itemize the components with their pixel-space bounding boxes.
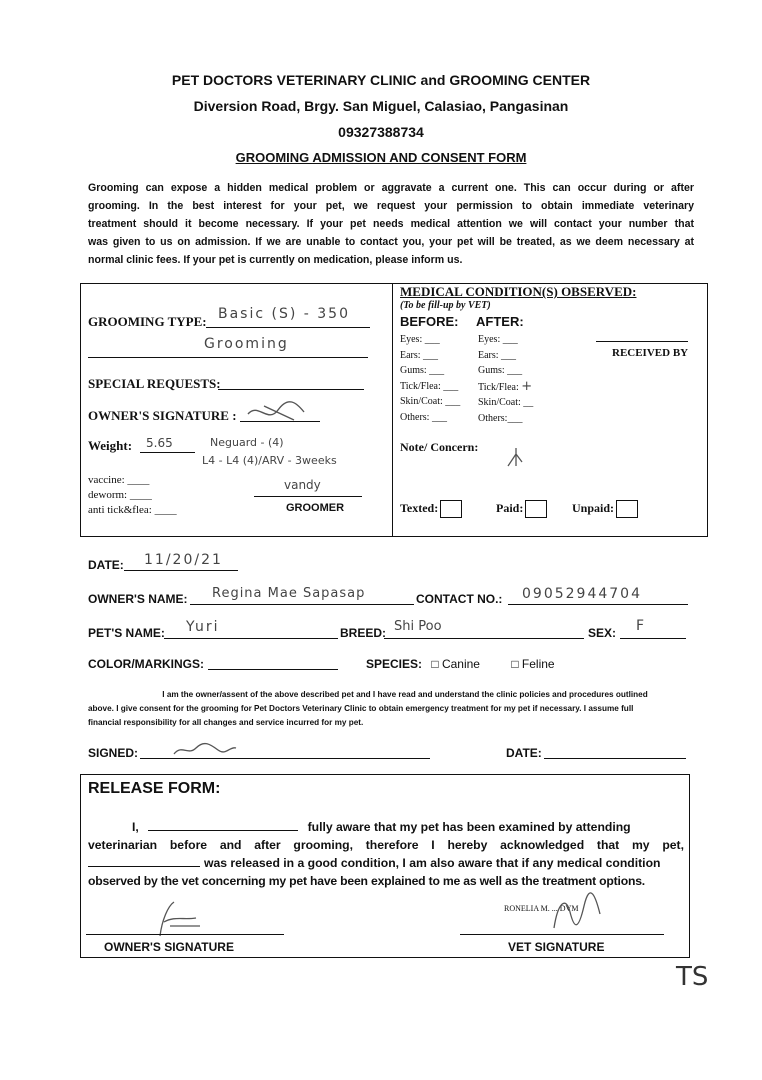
after-item-others: Others:___ bbox=[478, 412, 523, 424]
after-tick-mark: + bbox=[521, 378, 533, 394]
before-item-others: Others: ___ bbox=[400, 411, 447, 423]
medical-title: MEDICAL CONDITION(S) OBSERVED: bbox=[400, 284, 637, 299]
species-field bbox=[366, 657, 555, 671]
species-feline-label: Feline bbox=[521, 657, 555, 671]
before-item-skin: Skin/Coat: ___ bbox=[400, 396, 461, 407]
before-item-tick: Tick/Flea: ___ bbox=[400, 380, 459, 392]
pet-name-label: PET'S NAME: bbox=[88, 626, 165, 640]
owner-name-line bbox=[190, 604, 414, 605]
deworm-label-text: deworm: bbox=[88, 489, 128, 501]
form-title: GROOMING ADMISSION AND CONSENT FORM bbox=[235, 150, 527, 165]
contact-line bbox=[508, 604, 688, 605]
release-line3-text: was released in a good condition, I am also aware that if any medical condition bbox=[204, 856, 661, 870]
release-line1b: fully aware that my pet has been examined by attending bbox=[307, 820, 631, 834]
before-item-eyes: Eyes: ___ bbox=[400, 334, 440, 345]
release-paragraph bbox=[88, 818, 684, 890]
intro-paragraph bbox=[88, 179, 694, 269]
unpaid-checkbox[interactable] bbox=[616, 500, 638, 518]
after-item-eyes: Eyes: ___ bbox=[478, 334, 518, 345]
color-label: COLOR/MARKINGS: bbox=[88, 657, 204, 671]
corner-initials: TS bbox=[676, 962, 709, 992]
groomer-name: vandy bbox=[284, 478, 321, 492]
groomer-label: GROOMER bbox=[286, 502, 345, 514]
intro-line: normal clinic fees. If your pet is currently on medication, please inform us. bbox=[88, 254, 463, 266]
pet-name-line bbox=[164, 638, 338, 639]
owner-signature-scribble bbox=[244, 398, 314, 426]
consent-paragraph bbox=[88, 688, 694, 730]
medical-subtitle: (To be fill-up by VET) bbox=[400, 300, 491, 311]
special-requests-line bbox=[218, 389, 364, 390]
received-by-line bbox=[596, 341, 688, 342]
clinic-name: PET DOCTORS VETERINARY CLINIC and GROOMING CENTER bbox=[171, 72, 591, 88]
release-title: RELEASE FORM: bbox=[88, 780, 221, 797]
vaccine-label-text: vaccine: bbox=[88, 474, 125, 486]
weight-value: 5.65 bbox=[146, 436, 173, 450]
paid-label: Paid: bbox=[496, 500, 524, 515]
pet-name-value: Yuri bbox=[186, 619, 220, 635]
intro-line: was given to us on admission. If we are unable to contact you, your pet will be treated, as we deem necessary at bbox=[88, 236, 694, 248]
species-canine-label: Canine bbox=[441, 657, 480, 671]
antitick-label-text: anti tick&flea: bbox=[88, 504, 152, 516]
weight-label: Weight: bbox=[88, 438, 133, 453]
signed-scribble bbox=[170, 738, 240, 760]
weight-line bbox=[140, 452, 195, 453]
contact-value: 09052944704 bbox=[522, 586, 642, 602]
after-items bbox=[478, 332, 533, 426]
grooming-type-line-2 bbox=[88, 357, 368, 358]
intro-line: treatment should it become necessary. If your pet needs medical attention we will contact your number that bbox=[88, 218, 694, 230]
sex-line bbox=[620, 638, 686, 639]
release-line-1 bbox=[88, 818, 684, 836]
clinic-address: Diversion Road, Brgy. San Miguel, Calasiao, Pangasinan bbox=[193, 98, 569, 114]
groomer-line bbox=[254, 496, 362, 497]
after-item-gums: Gums: ___ bbox=[478, 365, 523, 376]
before-items bbox=[400, 332, 460, 425]
grooming-type-label: GROOMING TYPE: bbox=[88, 314, 207, 329]
sex-value: F bbox=[636, 618, 645, 634]
signed-label: SIGNED: bbox=[88, 746, 139, 760]
owner-sig-label: OWNER'S SIGNATURE bbox=[104, 940, 234, 954]
after-item-ears: Ears: ___ bbox=[478, 349, 517, 361]
after-item-tick bbox=[478, 379, 533, 396]
consent-line: I am the owner/assent of the above described pet and I have read and understand the clinic policies and procedures outlined bbox=[162, 690, 648, 699]
owner-name-label: OWNER'S NAME: bbox=[88, 592, 188, 606]
clinic-phone: 09327388734 bbox=[338, 124, 424, 140]
grooming-type-line bbox=[206, 327, 370, 328]
before-label: BEFORE: bbox=[400, 314, 459, 329]
note-scribble bbox=[502, 444, 528, 470]
breed-value: Shi Poo bbox=[394, 619, 442, 634]
vet-stamp-name: RONELIA M. ... DVM bbox=[504, 904, 579, 913]
breed-label: BREED: bbox=[340, 626, 387, 640]
antitick-label: anti tick&flea: ____ bbox=[88, 504, 177, 516]
sex-label: SEX: bbox=[588, 626, 617, 640]
after-item-tick-label: Tick/Flea: bbox=[478, 381, 519, 393]
consent-line: financial responsibility for all changes and service incurred for my pet. bbox=[88, 718, 364, 727]
deworm-label: deworm: ____ bbox=[88, 489, 152, 501]
signed-date-line bbox=[544, 758, 686, 759]
vet-sig-label: VET SIGNATURE bbox=[508, 940, 605, 954]
before-item-gums: Gums: ___ bbox=[400, 365, 445, 376]
special-requests-label: SPECIAL REQUESTS: bbox=[88, 376, 221, 391]
unpaid-field bbox=[572, 500, 638, 518]
owner-signature-label: OWNER'S SIGNATURE : bbox=[88, 408, 237, 423]
release-line-3 bbox=[88, 854, 684, 872]
unpaid-label: Unpaid: bbox=[572, 500, 615, 515]
vet-signature-scribble bbox=[548, 892, 608, 936]
release-i: I, bbox=[132, 820, 139, 834]
contact-label: CONTACT NO.: bbox=[416, 592, 503, 606]
intro-line: Grooming can expose a hidden medical problem or aggravate a current one. This can occur during or after bbox=[88, 182, 694, 194]
paid-field bbox=[496, 500, 547, 518]
paid-checkbox[interactable] bbox=[525, 500, 547, 518]
weight-note-2: L4 - L4 (4)/ARV - 3weeks bbox=[202, 454, 337, 467]
owner-name-value: Regina Mae Sapasap bbox=[212, 586, 366, 601]
date-value: 11/20/21 bbox=[144, 552, 223, 568]
intro-line: grooming. In the best interest for your pet, we request your permission to obtain immediate veterinary bbox=[88, 200, 694, 212]
release-line-4: observed by the vet concerning my pet have been explained to me as well as the treatment options. bbox=[88, 874, 645, 888]
release-line-2: veterinarian before and after grooming, therefore I hereby acknowledged that my pet, bbox=[88, 838, 684, 852]
weight-note: Neguard - (4) bbox=[210, 436, 284, 449]
species-label: SPECIES: bbox=[366, 657, 423, 671]
texted-label: Texted: bbox=[400, 500, 439, 515]
received-by-label: RECEIVED BY bbox=[612, 347, 689, 359]
species-canine-checkbox[interactable]: □ bbox=[431, 657, 439, 671]
note-label: Note/ Concern: bbox=[400, 440, 479, 454]
date-label: DATE: bbox=[88, 558, 124, 572]
breed-line bbox=[384, 638, 584, 639]
vaccine-label: vaccine: ____ bbox=[88, 474, 150, 486]
before-item-ears: Ears: ___ bbox=[400, 349, 439, 361]
after-label: AFTER: bbox=[476, 314, 524, 329]
release-name-blank bbox=[148, 818, 298, 831]
consent-line: above. I give consent for the grooming for Pet Doctors Veterinary Clinic to obtain emergency treatment for my pet if necessary. I assume full bbox=[88, 704, 634, 713]
owner-sig-line bbox=[86, 934, 284, 935]
species-feline-checkbox[interactable]: □ bbox=[511, 657, 519, 671]
signed-date-label: DATE: bbox=[506, 746, 542, 760]
vet-sig-line bbox=[460, 934, 664, 935]
color-line bbox=[208, 669, 338, 670]
box-divider bbox=[392, 283, 393, 537]
texted-checkbox[interactable] bbox=[440, 500, 462, 518]
texted-field bbox=[400, 500, 462, 518]
release-pet-blank bbox=[88, 854, 200, 867]
grooming-type-value-2: Grooming bbox=[204, 336, 289, 352]
grooming-type-value: Basic (S) - 350 bbox=[218, 306, 350, 322]
date-line bbox=[124, 570, 238, 571]
after-item-skin: Skin/Coat: __ bbox=[478, 397, 534, 408]
